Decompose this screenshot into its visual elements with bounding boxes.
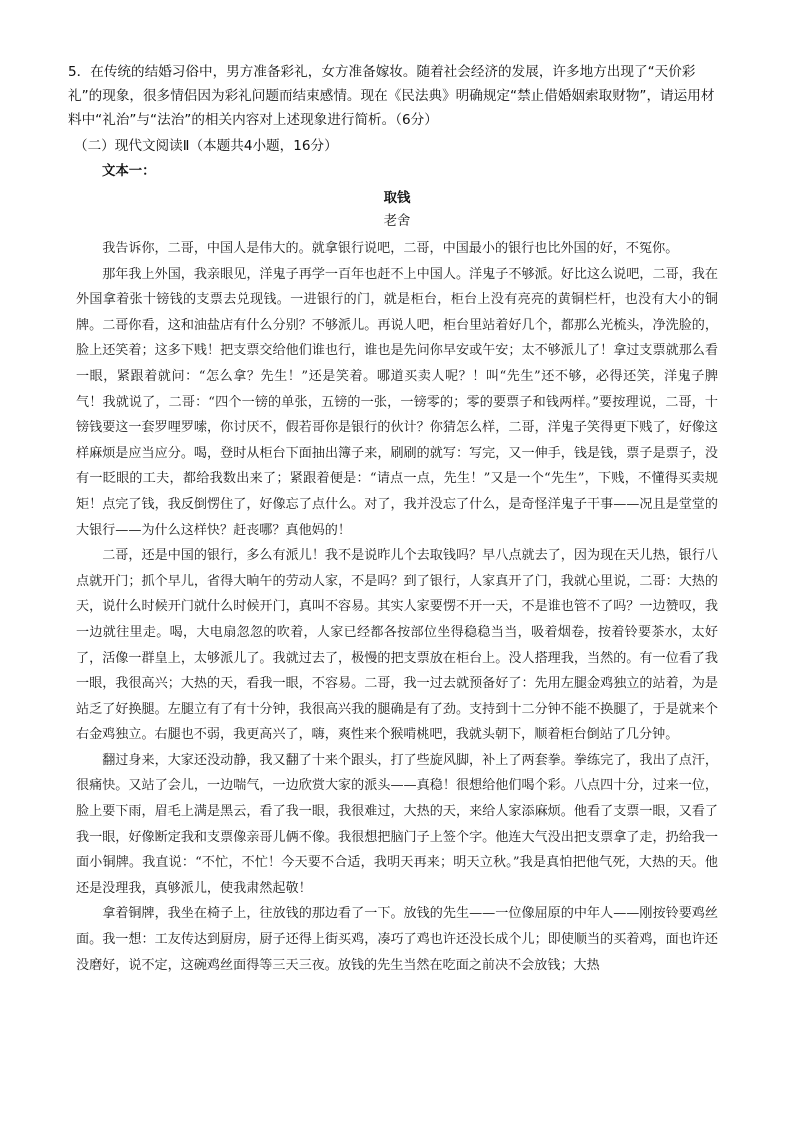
paragraph: 二哥，还是中国的银行，多么有派儿！我不是说昨儿个去取钱吗？早八点就去了，因为现在天儿热，银行八点就开门；抓个早儿，省得大晌午的劳动人家，不是吗？到了银行，人家真开了门，我就心里说，二哥：大热的天，说什么时候开门就什么时候开门，真叫不容易。其实人家要愣不开一天，不是谁也管不了吗？一边赞叹，我一边就往里走。喝，大电扇忽忽的吹着，人家已经都各按部位坐得稳稳当当，吸着烟卷，按着铃要茶水，太好了，活像一群皇上，太够派儿了。我就过去了，极慢的把支票放在柜台上。没人搭理我，当然的。有一位看了我一眼，我很高兴；大热的天，看我一眼，不容易。二哥，我一过去就预备好了：先用左腿金鸡独立的站着，为是站乏了好换腿。左腿立有了有十分钟，我很高兴我的腿确是有了劲。支持到十二分钟不能不换腿了，于是就来个右金鸡独立。右腿也不弱，我更高兴了，嗨，爽性来个猴啃桃吧，我就头朝下，顺着柜台倒站了几分钟。 bbox=[76, 548, 718, 743]
paragraph: 翻过身来，大家还没动静，我又翻了十来个跟头，打了些旋风脚，补上了两套拳。拳练完了，我出了点汗，很痛快。又站了会儿，一边喘气，一边欣赏大家的派头——真稳！很想给他们喝个彩。八点四十分，过来一位，脸上要下雨，眉毛上满是黑云，看了我一眼，我很难过，大热的天，来给人家添麻烦。他看了支票一眼，又看了我一眼，好像断定我和支票像亲哥儿俩不像。我很想把脑门子上签个字。他连大气没出把支票拿了走，扔给我一面小铜牌。我直说：“不忙，不忙！今天要不合适，我明天再来；明天立秋。”我是真怕把他气死，大热的天。他还是没理我，真够派儿，使我肃然起敬！ bbox=[76, 752, 718, 896]
article-title: 取钱 bbox=[383, 190, 411, 206]
paragraph: 那年我上外国，我亲眼见，洋鬼子再学一百年也赶不上中国人。洋鬼子不够派。好比这么说吧，二哥，我在外国拿着张十镑钱的支票去兑现钱。一进银行的门，就是柜台，柜台上没有亮亮的黄铜栏杆，也没有大小的铜牌。二哥你看，这和油盐店有什么分别？不够派儿。再说人吧，柜台里站着好几个，都那么光梳头，净洗脸的，脸上还笑着；这多下贱！把支票交给他们谁也行，谁也是先问你早安或午安；太不够派儿了！拿过支票就那么看一眼，紧跟着就问：“怎么拿？先生！”还是笑着。哪道买卖人呢？！叫“先生”还不够，必得还笑，洋鬼子脾气！我就说了，二哥：“四个一镑的单张，五镑的一张，一镑零的；零的要票子和钱两样。”要按理说，二哥，十镑钱要这一套罗哩罗嗦，你讨厌不，假若哥你是银行的伙计？你猜怎么样，二哥，洋鬼子笑得更下贱了，好像这样麻烦是应当应分。喝，登时从柜台下面抽出簿子来，刷刷的就写：写完，又一伸手，钱是钱，票子是票子，没有一眨眼的工夫，都给我数出来了；紧跟着便是：“请点一点，先生！”又是一个“先生”，下贱，不懂得买卖规矩！点完了钱，我反倒愣住了，好像忘了点什么。对了，我并没忘了什么，是奇怪洋鬼子干事——况且是堂堂的大银行——为什么这样快？赶丧哪？真他妈的！ bbox=[76, 266, 718, 538]
question-5: 5．在传统的结婚习俗中，男方准备彩礼，女方准备嫁妆。随着社会经济的发展，许多地方出现了“天价彩礼”的现象，很多情侣因为彩礼问题而结束感情。现在《民法典》明确规定“禁止借婚姻索取财物”，请运用材料中“礼治”与“法治”的相关内容对上述现象进行简析。（6分） bbox=[68, 64, 715, 128]
article-author: 老舍 bbox=[383, 214, 411, 229]
paragraph: 拿着铜牌，我坐在椅子上，往放钱的那边看了一下。放钱的先生——一位像屈原的中年人——刚按铃要鸡丝面。我一想：工友传达到厨房，厨子还得上街买鸡，凑巧了鸡也许还没长成个儿；即使顺当的买着鸡，面也许还没磨好，说不定，这碗鸡丝面得等三天三夜。放钱的先生当然在吃面之前决不会放钱；大热 bbox=[76, 906, 718, 973]
section-heading: （二）现代文阅读Ⅱ（本题共4小题，16分） bbox=[74, 138, 338, 154]
article-body bbox=[76, 236, 718, 978]
paragraph: 我告诉你，二哥，中国人是伟大的。就拿银行说吧，二哥，中国最小的银行也比外国的好，不冤你。 bbox=[102, 241, 679, 256]
text-one-label: 文本一： bbox=[102, 164, 156, 179]
